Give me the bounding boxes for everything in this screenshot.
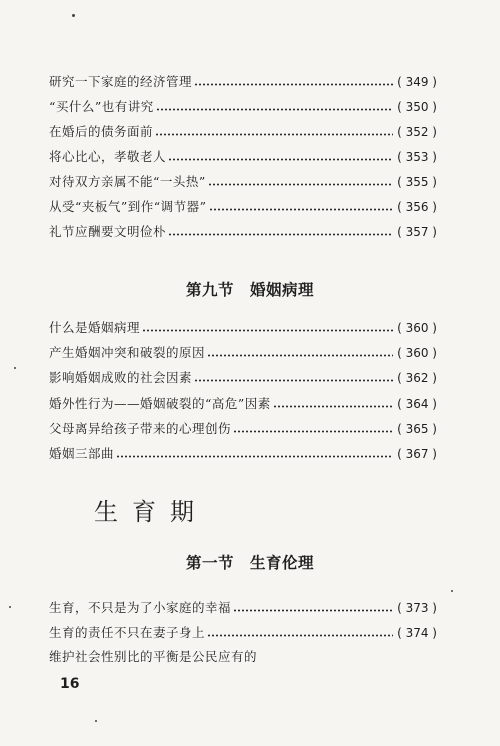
toc-entry-title: 影响婚姻成败的社会因素 [49,370,193,385]
toc-entry-page: ( 355 ) [397,175,437,189]
toc-entry-page: ( 357 ) [397,225,437,239]
toc-entry-page: ( 356 ) [397,200,437,214]
toc-entry-title: 婚姻三部曲 [49,446,115,461]
toc-entry-title: 产生婚姻冲突和破裂的原因 [49,345,206,360]
toc-entry[interactable] [49,366,437,386]
toc-entry-page: ( 360 ) [397,346,437,360]
toc-leader-dots [194,83,393,86]
toc-entry[interactable] [49,170,437,190]
toc-entry-title: 生育，不只是为了小家庭的幸福 [49,600,232,615]
toc-entry-title: 从受“夹板气”到作“调节器” [49,199,207,214]
page-number: 16 [60,676,80,692]
toc-leader-dots [207,634,393,637]
toc-leader-dots [168,233,393,236]
toc-entry[interactable] [49,145,437,165]
toc-entry-title: 研究一下家庭的经济管理 [49,74,193,89]
part-title: 生育期 [94,498,208,526]
toc-leader-dots [233,430,393,433]
toc-entry-title: 礼节应酬要文明俭朴 [49,224,167,239]
toc-leader-dots [116,455,393,458]
toc-entry-title: 在婚后的债务面前 [49,124,154,139]
toc-leader-dots [156,108,393,111]
toc-entry[interactable] [49,417,437,437]
toc-entry-page: ( 362 ) [397,371,437,385]
toc-entry-title: 什么是婚姻病理 [49,320,141,335]
toc-leader-dots [168,158,393,161]
scan-speck [72,14,75,17]
scan-speck [9,606,11,608]
toc-entry-page: ( 374 ) [397,626,437,640]
toc-entry-page: ( 352 ) [397,125,437,139]
toc-entry-page: ( 350 ) [397,100,437,114]
toc-entry[interactable] [49,596,437,616]
toc-entry-title: 生育的责任不只在妻子身上 [49,625,206,640]
toc-entry-title: 父母离异给孩子带来的心理创伤 [49,421,232,436]
toc-entry-continued[interactable] [49,645,437,665]
scan-speck [14,367,16,369]
toc-entry[interactable] [49,95,437,115]
toc-entry-page: ( 365 ) [397,422,437,436]
toc-entry[interactable] [49,442,437,462]
toc-entry[interactable] [49,220,437,240]
toc-leader-dots [155,133,393,136]
toc-entry-title: “买什么”也有讲究 [49,99,154,114]
toc-entry-page: ( 373 ) [397,601,437,615]
toc-leader-dots [273,405,393,408]
toc-entry-title: 将心比心，孝敬老人 [49,149,167,164]
toc-entry-title: 对待双方亲属不能“一头热” [49,174,206,189]
scan-speck [451,590,453,592]
toc-entry-title: 维护社会性别比的平衡是公民应有的 [49,649,258,664]
toc-entry[interactable] [49,392,437,412]
toc-entry[interactable] [49,341,437,361]
toc-entry-page: ( 367 ) [397,447,437,461]
toc-entry[interactable] [49,316,437,336]
toc-entry-page: ( 353 ) [397,150,437,164]
section-heading: 第一节 生育伦理 [185,554,314,572]
scan-speck [95,720,97,722]
toc-entry-page: ( 349 ) [397,75,437,89]
toc-entry[interactable] [49,120,437,140]
toc-entry-page: ( 360 ) [397,321,437,335]
section-heading: 第九节 婚姻病理 [185,281,314,299]
toc-leader-dots [209,208,394,211]
toc-entry[interactable] [49,70,437,90]
toc-entry[interactable] [49,195,437,215]
toc-leader-dots [142,329,393,332]
toc-entry[interactable] [49,621,437,641]
toc-leader-dots [208,183,393,186]
toc-leader-dots [207,354,393,357]
toc-entry-page: ( 364 ) [397,397,437,411]
toc-leader-dots [194,379,393,382]
toc-leader-dots [233,609,393,612]
toc-entry-title: 婚外性行为——婚姻破裂的“高危”因素 [49,396,271,411]
